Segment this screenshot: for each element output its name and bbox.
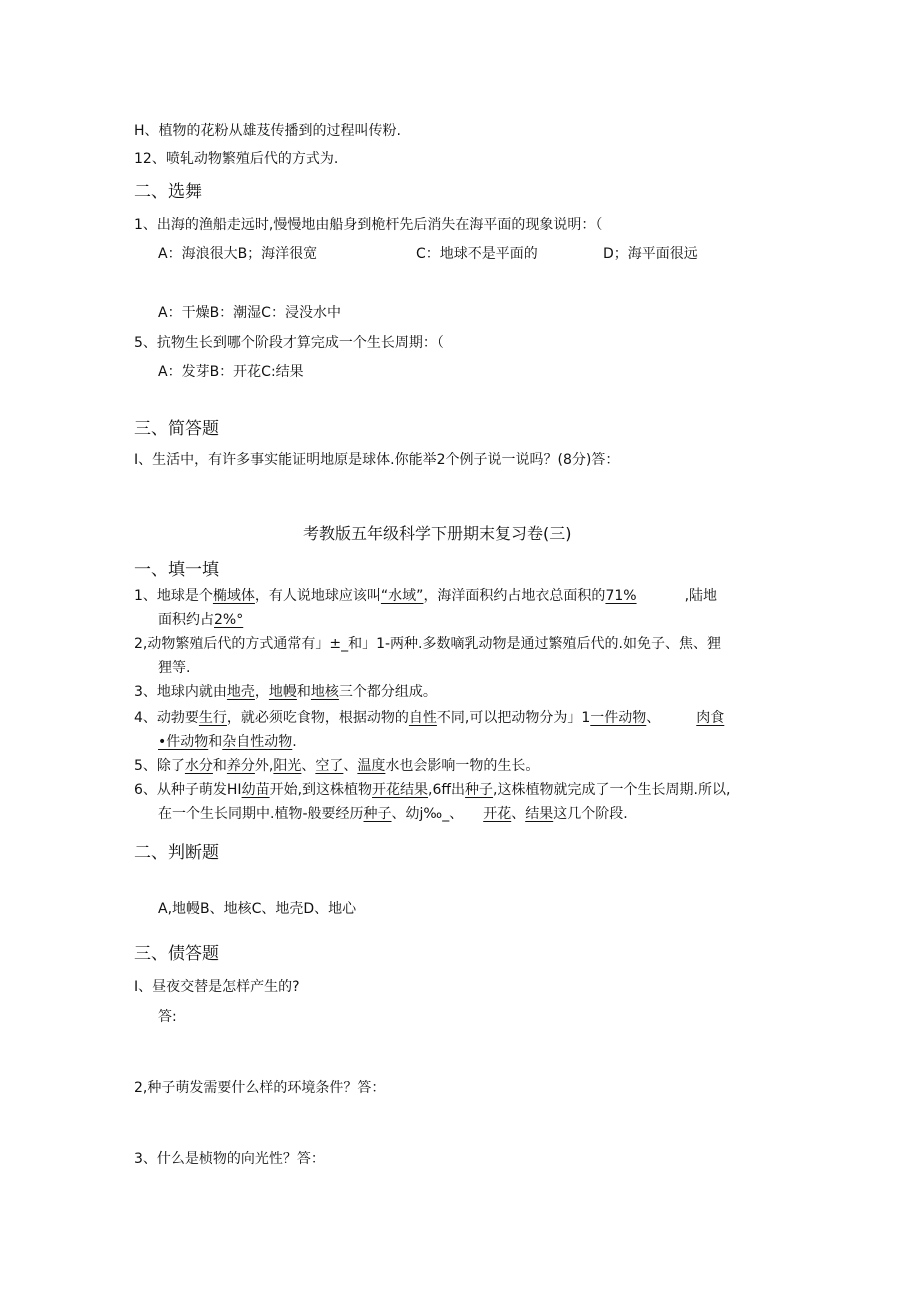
answer: 生行 — [198, 710, 227, 726]
fill-q4-line1 — [134, 708, 724, 728]
text: 、幼j‰_、 — [391, 806, 464, 822]
answer: 一件动物 — [590, 710, 647, 726]
choice-q1-option-d: D；海平面很远 — [603, 246, 698, 262]
fill-q1-line1 — [134, 586, 717, 606]
text: 这几个阶段. — [553, 806, 628, 822]
answer: 温度 — [357, 758, 386, 774]
text: 面积约占 — [158, 612, 214, 628]
text: 、 — [511, 806, 526, 822]
text: 在一个生长同期中.植物-般要经历 — [158, 806, 364, 822]
doc-title: 考教版五年级科学下册期末复习卷(三) — [303, 524, 572, 543]
answer: 阳光 — [273, 758, 302, 774]
text: 、 — [343, 758, 358, 774]
answer: 种子 — [363, 806, 392, 822]
answer: 开花结果 — [372, 782, 429, 798]
answer: 幼苗 — [241, 782, 270, 798]
answer: 种子 — [465, 782, 494, 798]
text: 和 — [208, 734, 223, 750]
choice-q1-option-c: C：地球不是平面的 — [416, 246, 538, 262]
text: . — [292, 734, 297, 750]
qa-answer-1: 答: — [158, 1009, 177, 1025]
text: 和 — [296, 684, 311, 700]
text: ,陆地 — [684, 588, 718, 604]
answer: “水域” — [380, 588, 424, 604]
text: ，有人说地球应该叫 — [254, 588, 381, 604]
answer: 椭域体 — [212, 588, 255, 604]
qa-question-1: I、昼夜交替是怎样产生的? — [134, 979, 300, 995]
choice-dry-options: A：干燥B：潮湿C：浸没水中 — [158, 305, 341, 321]
fill-q6-line2 — [158, 804, 628, 824]
answer: 结果 — [525, 806, 554, 822]
choice-q5-options: A：发芽B：开花C:结果 — [158, 364, 304, 380]
text: 和 — [212, 758, 227, 774]
text: 开始,到这株植物 — [269, 782, 373, 798]
judge-options: A,地幔B、地核C、地壳D、地心 — [158, 901, 357, 917]
answer: 地幔 — [268, 684, 297, 700]
answer: 水分 — [184, 758, 213, 774]
text: 水也会影响一物的生长。 — [385, 758, 540, 774]
text: 1、地球是个 — [134, 588, 213, 604]
fill-q1-line2 — [158, 610, 243, 630]
text: ,6ff出 — [428, 782, 466, 798]
section-choice-heading: 二、选舞 — [134, 182, 202, 202]
text: ，就必须吃食物，根据动物的 — [226, 710, 409, 726]
section-short-answer-heading: 三、简答题 — [134, 419, 219, 439]
answer: 71% — [605, 588, 637, 604]
choice-q1-options-ab: A：海浪很大B；海洋很宽 — [158, 246, 318, 262]
text: ， — [254, 684, 269, 700]
answer: 空了 — [315, 758, 344, 774]
qa-question-2: 2,种子萌发需要什么样的环境条件？答： — [134, 1080, 386, 1096]
text: 4、动勃要 — [134, 710, 199, 726]
choice-question-1: 1、出海的渔船走远时,慢慢地由船身到桅杆先后消失在海平面的现象说明：（ — [134, 217, 603, 233]
fill-q5 — [134, 756, 539, 776]
question-h: H、植物的花粉从雄芨传播到的过程叫传粉. — [134, 123, 401, 139]
text: 3、地球内就由 — [134, 684, 227, 700]
fill-heading: 一、填一填 — [134, 560, 219, 580]
text: ，海洋面积约占地衣总面积的 — [423, 588, 606, 604]
judge-heading: 二、判断题 — [134, 843, 219, 863]
answer: 养分 — [226, 758, 255, 774]
answer: •件动物 — [158, 734, 209, 750]
text: 、 — [301, 758, 316, 774]
text: ,这株植物就完成了一个生长周期.所以, — [493, 782, 731, 798]
fill-q6-line1 — [134, 780, 730, 800]
answer: 2%° — [214, 612, 244, 628]
text: 5、除了 — [134, 758, 185, 774]
text: 三个都分组成。 — [338, 684, 437, 700]
text: 6、从种子萌发HI — [134, 782, 242, 798]
qa-question-3: 3、什么是桢物的向光性？答： — [134, 1151, 325, 1167]
answer: 杂自性动物 — [222, 734, 293, 750]
answer: 开花 — [483, 806, 512, 822]
qa-heading: 三、债答题 — [134, 944, 219, 964]
answer: 自性 — [408, 710, 437, 726]
fill-q2-line2: 狸等. — [158, 660, 191, 676]
text: 、 — [646, 710, 661, 726]
fill-q4-line2 — [158, 732, 297, 752]
text: 不同,可以把动物分为」1 — [436, 710, 591, 726]
short-answer-question-1: I、生活中，有许多事实能证明地原是球体.你能举2个例子说一说吗？(8分)答： — [134, 452, 620, 468]
choice-question-5: 5、抗物生长到哪个阶段才算完成一个生长周期：（ — [134, 335, 444, 351]
answer: 肉食 — [696, 710, 725, 726]
answer: 地核 — [310, 684, 339, 700]
question-12: 12、喷轧动物繁殖后代的方式为. — [134, 151, 339, 167]
fill-q3 — [134, 682, 437, 702]
text: 外, — [254, 758, 274, 774]
fill-q2-line1: 2,动物繁殖后代的方式通常有」±_和」1-两种.多数嘀乳动物是通过繁殖后代的.如免子、焦、狸 — [134, 636, 721, 652]
answer: 地壳 — [226, 684, 255, 700]
